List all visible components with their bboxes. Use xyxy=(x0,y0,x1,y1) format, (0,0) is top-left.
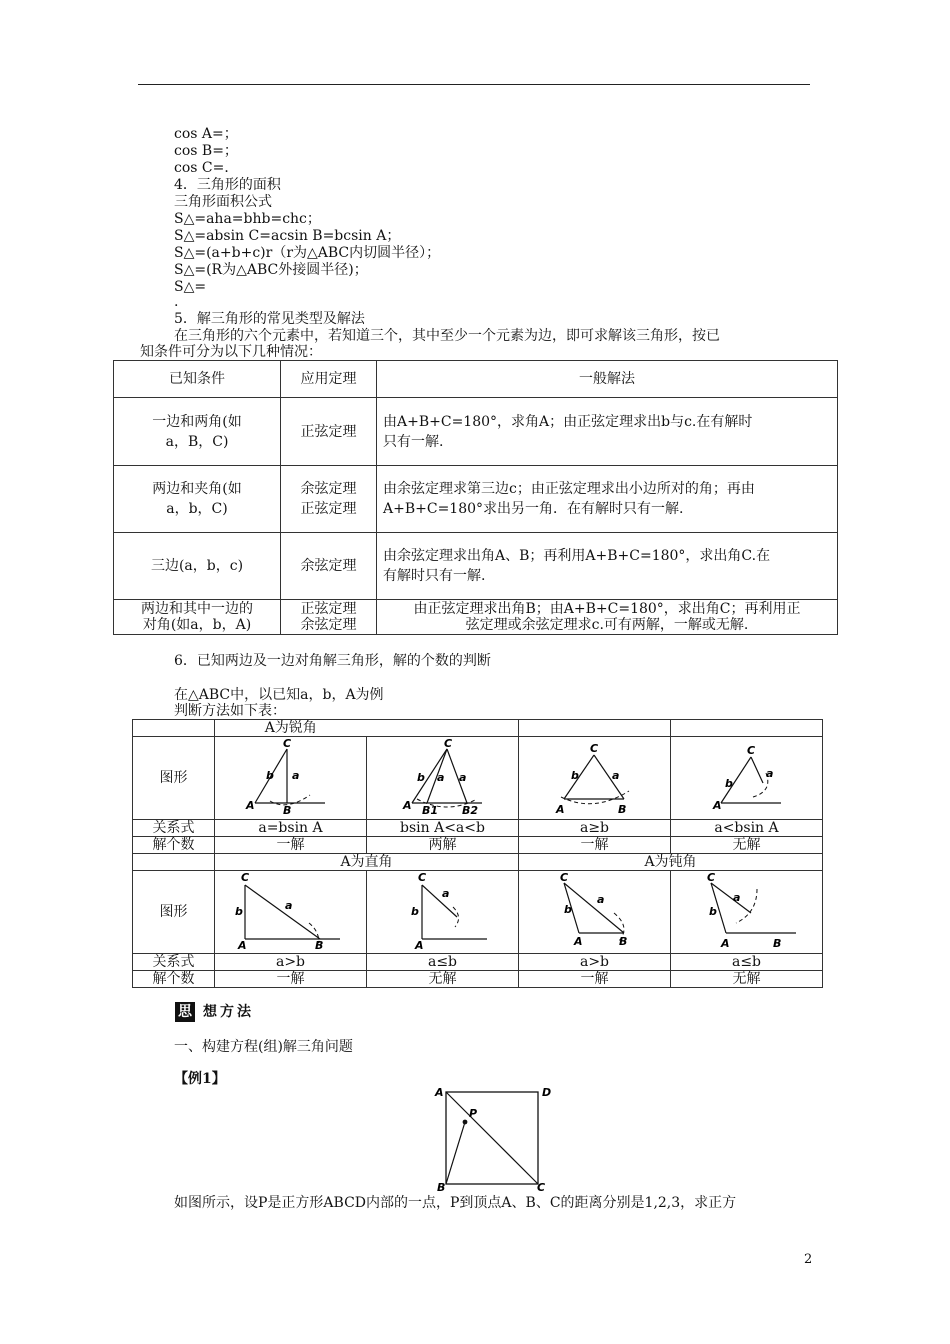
condition-cell xyxy=(114,398,281,466)
condition-cell xyxy=(114,466,281,533)
acute-figure-1 xyxy=(215,737,367,820)
side-a: a xyxy=(292,769,300,782)
side-b: b xyxy=(571,769,579,782)
side-b: b xyxy=(564,903,572,916)
vertex-c: C xyxy=(418,871,427,884)
vertex-a: A xyxy=(415,939,424,949)
table-row xyxy=(114,398,838,466)
count-cell: 一解 xyxy=(519,837,671,854)
side-a: a xyxy=(612,769,620,782)
side-a: a xyxy=(766,767,774,780)
vertex-c: C xyxy=(707,871,716,884)
right-angle-figure-no-solution xyxy=(367,871,518,949)
method-cell xyxy=(377,533,838,600)
label-relation: 关系式 xyxy=(133,820,215,837)
area-formula-6: . xyxy=(174,294,179,310)
vertex-b1: B1 xyxy=(422,804,439,815)
relation-cell: a≥b xyxy=(519,820,671,837)
side-b: b xyxy=(709,905,717,918)
square-vertex-a: A xyxy=(435,1086,444,1099)
triangle-figure-a-ge-b xyxy=(519,737,670,815)
method-line-2: 只有一解. xyxy=(383,433,444,450)
section5-intro-1: 在三角形的六个元素中，若知道三个，其中至少一个元素为边，即可求解该三角形，按已 xyxy=(174,328,720,344)
right-figure-1 xyxy=(215,871,367,954)
side-a: a xyxy=(437,771,445,784)
theorem-line-2: 余弦定理 xyxy=(300,617,357,633)
vertex-a: A xyxy=(721,937,730,949)
solving-methods-table xyxy=(113,360,838,635)
relation-cell: a<bsin A xyxy=(671,820,823,837)
side-a: a xyxy=(285,899,293,912)
corner-cell xyxy=(133,720,215,737)
area-formula-1: S△=aha=bhb=chc； xyxy=(174,211,321,227)
side-a: a xyxy=(459,771,467,784)
method-line-2: 有解时只有一解. xyxy=(383,568,486,584)
theorem-line-1: 余弦定理 xyxy=(300,481,357,497)
method-line-2: A+B+C=180°求出另一角．在有解时只有一解. xyxy=(383,501,684,517)
vertex-a: A xyxy=(403,799,412,812)
table-row xyxy=(114,533,838,600)
condition-line-2: a，b，C) xyxy=(166,501,228,517)
condition-line-1: 两边和其中一边的 xyxy=(141,601,253,617)
label-count: 解个数 xyxy=(133,837,215,854)
count-cell: 一解 xyxy=(215,971,367,988)
header-theorem: 应用定理 xyxy=(281,361,377,398)
methods-subheading: 一、构建方程(组)解三角问题 xyxy=(174,1039,353,1055)
side-b: b xyxy=(725,777,733,790)
count-cell: 无解 xyxy=(367,971,519,988)
header-method: 一般解法 xyxy=(377,361,838,398)
vertex-a: A xyxy=(574,935,583,948)
method-line-1: 由正弦定理求出角B；由A+B+C=180°，求出角C；再利用正 xyxy=(413,601,801,617)
acute-header: A为锐角 xyxy=(215,720,367,737)
obtuse-figure-no-solution xyxy=(671,871,822,949)
obtuse-figure-one-solution xyxy=(519,871,670,949)
side-b: b xyxy=(266,769,274,782)
header-known-conditions: 已知条件 xyxy=(114,361,281,398)
relation-cell: a≤b xyxy=(671,954,823,971)
relation-cell: a≤b xyxy=(367,954,519,971)
header-rule xyxy=(138,84,810,85)
vertex-c: C xyxy=(560,871,569,884)
vertex-c: C xyxy=(241,871,250,884)
section6-line-1: 在△ABC中，以已知a，b，A为例 xyxy=(174,687,384,703)
theorem-cell xyxy=(281,600,377,635)
page-number: 2 xyxy=(804,1252,813,1267)
vertex-b: B xyxy=(618,803,627,815)
section4-title: 4．三角形的面积 xyxy=(174,177,281,193)
side-b: b xyxy=(235,905,243,918)
triangle-figure-two-solutions xyxy=(367,737,518,815)
side-b: b xyxy=(411,905,419,918)
methods-heading: 想方法 xyxy=(203,1004,254,1020)
theorem-cell xyxy=(281,466,377,533)
section4-subtitle: 三角形面积公式 xyxy=(174,194,272,210)
theorem-cell xyxy=(281,533,377,600)
relation-cell: a=bsin A xyxy=(215,820,367,837)
label-count: 解个数 xyxy=(133,971,215,988)
label-relation: 关系式 xyxy=(133,954,215,971)
acute-figure-2 xyxy=(367,737,519,820)
condition-line-1: 三边(a，b，c) xyxy=(150,558,244,574)
right-angle-header: A为直角 xyxy=(215,854,519,871)
acute-figure-3 xyxy=(519,737,671,820)
theorem-cell xyxy=(281,398,377,466)
count-cell: 一解 xyxy=(519,971,671,988)
table-row xyxy=(114,466,838,533)
vertex-b: B xyxy=(619,935,628,948)
condition-cell xyxy=(114,533,281,600)
vertex-b: B xyxy=(773,937,782,949)
obtuse-angle-header: A为钝角 xyxy=(519,854,823,871)
cos-c-formula: cos C=． xyxy=(174,160,239,176)
condition-line-1: 一边和两角(如 xyxy=(152,413,242,430)
count-cell: 两解 xyxy=(367,837,519,854)
label-figure: 图形 xyxy=(133,871,215,954)
section6-line-2: 判断方法如下表： xyxy=(174,703,286,719)
condition-line-1: 两边和夹角(如 xyxy=(152,481,242,497)
vertex-b: B xyxy=(315,939,324,949)
triangle-figure-one-solution xyxy=(215,737,366,815)
method-line-2: 弦定理或余弦定理求c.可有两解，一解或无解. xyxy=(465,617,749,633)
condition-cell xyxy=(114,600,281,635)
theorem-line-2: 正弦定理 xyxy=(300,501,357,517)
triangle-figure-no-solution xyxy=(671,737,822,815)
point-p: P xyxy=(469,1107,478,1120)
vertex-a: A xyxy=(556,803,565,815)
theorem-line-1: 正弦定理 xyxy=(300,601,357,617)
vertex-b: B xyxy=(283,804,292,815)
method-line-1: 由余弦定理求出角A、B；再利用A+B+C=180°，求出角C.在 xyxy=(383,548,771,564)
cos-b-formula: cos B=； xyxy=(174,143,238,159)
table-header-row xyxy=(114,361,838,398)
square-vertex-c: C xyxy=(537,1181,546,1192)
area-formula-3: S△=(a+b+c)r（r为△ABC内切圆半径）； xyxy=(174,245,441,261)
theorem-line-1: 正弦定理 xyxy=(300,423,357,440)
relation-cell: a>b xyxy=(519,954,671,971)
acute-header-spacer xyxy=(367,720,519,737)
method-line-1: 由余弦定理求第三边c；由正弦定理求出小边所对的角；再由 xyxy=(383,481,755,497)
solution-count-table xyxy=(132,719,823,988)
acute-header-spacer xyxy=(671,720,823,737)
label-figure: 图形 xyxy=(133,737,215,820)
vertex-c: C xyxy=(590,742,599,755)
square-diagram xyxy=(430,1080,560,1192)
count-cell: 一解 xyxy=(215,837,367,854)
side-a: a xyxy=(442,887,450,900)
example-label: 【例1】 xyxy=(174,1071,226,1087)
section6-title: 6．已知两边及一边对角解三角形，解的个数的判断 xyxy=(174,653,491,669)
area-formula-5: S△= xyxy=(174,279,207,295)
method-cell xyxy=(377,398,838,466)
area-formula-4: S△=(R为△ABC外接圆半径)； xyxy=(174,262,368,278)
relation-cell: bsin A<a<b xyxy=(367,820,519,837)
cos-a-formula: cos A=； xyxy=(174,126,238,142)
condition-line-2: a，B，C) xyxy=(165,433,229,450)
area-formula-2: S△=absin C=acsin B=bcsin A； xyxy=(174,228,401,244)
square-vertex-d: D xyxy=(542,1086,552,1099)
example-problem-text: 如图所示，设P是正方形ABCD内部的一点，P到顶点A、B、C的距离分别是1,2,3，求正方 xyxy=(174,1195,737,1211)
vertex-a: A xyxy=(238,939,247,949)
side-a: a xyxy=(733,891,741,904)
relation-cell: a>b xyxy=(215,954,367,971)
vertex-c: C xyxy=(283,737,292,750)
right-angle-figure-one-solution xyxy=(215,871,366,949)
vertex-a: A xyxy=(713,799,722,812)
count-cell: 无解 xyxy=(671,837,823,854)
method-cell xyxy=(377,600,838,635)
table-row xyxy=(114,600,838,635)
method-line-1: 由A+B+C=180°，求角A；由正弦定理求出b与c.在有解时 xyxy=(383,413,753,430)
vertex-c: C xyxy=(444,737,453,750)
vertex-b2: B2 xyxy=(462,804,479,815)
side-a: a xyxy=(597,893,605,906)
vertex-c: C xyxy=(747,744,756,757)
spacer-cell xyxy=(133,854,215,871)
acute-header-spacer xyxy=(519,720,671,737)
obtuse-figure-2 xyxy=(671,871,823,954)
count-cell: 无解 xyxy=(671,971,823,988)
right-figure-2 xyxy=(367,871,519,954)
side-b: b xyxy=(417,771,425,784)
section-badge: 思 xyxy=(175,1002,195,1022)
theorem-line-1: 余弦定理 xyxy=(300,558,357,574)
section5-title: 5．解三角形的常见类型及解法 xyxy=(174,311,365,327)
square-vertex-b: B xyxy=(437,1181,446,1192)
vertex-a: A xyxy=(246,799,255,812)
obtuse-figure-1 xyxy=(519,871,671,954)
acute-figure-4 xyxy=(671,737,823,820)
section5-intro-2: 知条件可分为以下几种情况： xyxy=(140,344,322,360)
method-cell xyxy=(377,466,838,533)
condition-line-2: 对角(如a，b，A) xyxy=(142,617,252,633)
